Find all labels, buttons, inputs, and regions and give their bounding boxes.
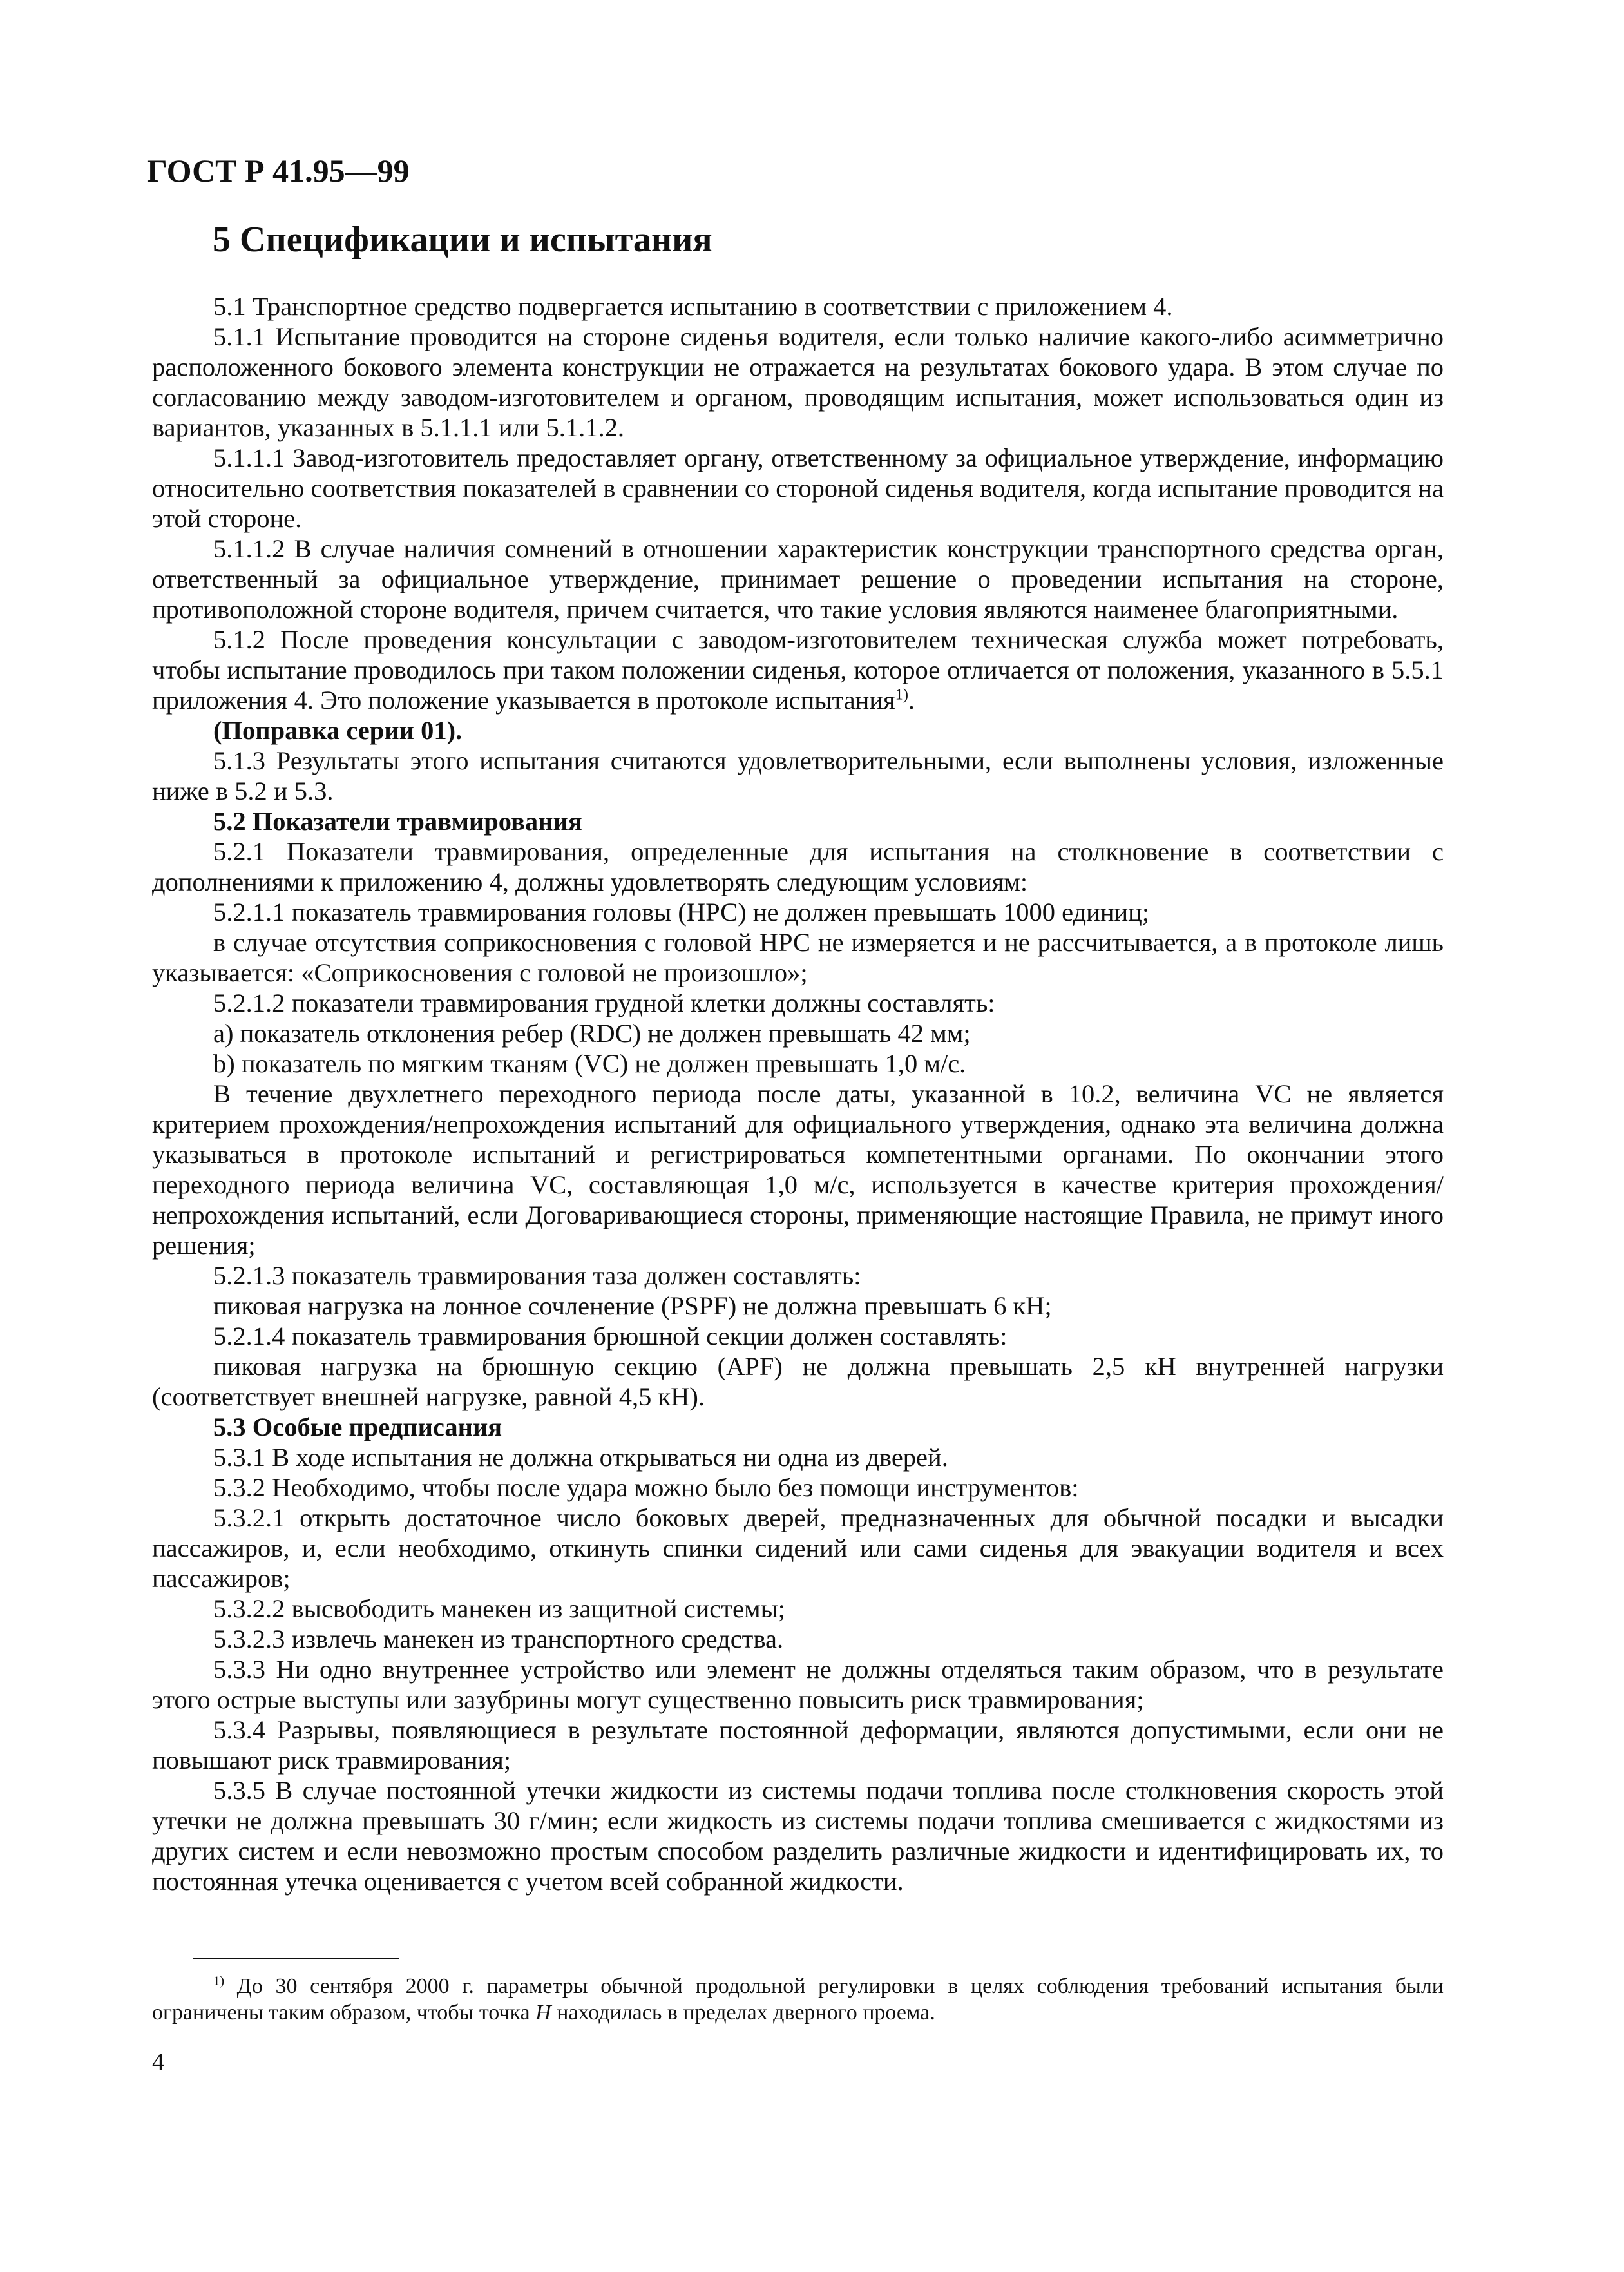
document-code: ГОСТ Р 41.95—99 [147,153,410,189]
amendment-note: (Поправка серии 01). [213,716,463,745]
paragraph-5-2-1-4: 5.2.1.4 показатель травмирования брюшной секции должен составлять: [213,1322,1008,1351]
paragraph-head-contact: в случае отсутствия соприкосновения с головой НРС не измеряется и не рассчитывается, а в протоколе лишь указывается: «Соприкосновения с головой не произошло»; [152,928,1444,987]
footnote [152,1973,1444,2026]
paragraph-transition-period: В течение двухлетнего переходного периода после даты, указанной в 10.2, величина VC не является критерием прохождения/непрохождения испытаний для официального утверждения, однако эта величина должна указываться в протоколе испытаний и регистрироваться компетентными органами. По окончании этого переходного периода величина VC, составляющая 1,0 м/с, используется в качестве критерия прохождения/непрохождения испытаний, если Договаривающиеся стороны, применяющие настоящие Правила, не примут иного решения; [152,1079,1444,1260]
paragraph-5-3-4: 5.3.4 Разрывы, появляющиеся в результате постоянной деформации, являются допустимыми, если они не повышают риск травмирования; [152,1715,1444,1775]
subsection-heading-5-2: 5.2 Показатели травмирования [213,807,582,836]
paragraph-pspf: пиковая нагрузка на лонное сочленение (PSPF) не должна превышать 6 кН; [213,1291,1052,1320]
paragraph-5-1-1-1: 5.1.1.1 Завод-изготовитель предоставляет органу, ответственному за официальное утверждение, информацию относительно соответствия показателей в сравнении со стороной сиденья водителя, когда испытание проводится на этой стороне. [152,443,1444,533]
footnote-text-before: До 30 сентября 2000 г. параметры обычной продольной регулировки в целях соблюдения требований испытания были ограничены таким образом, чтобы точка [152,1974,1444,2025]
footnote-divider [193,1958,399,1959]
page-number: 4 [152,2048,164,2075]
paragraph-5-3-2: 5.3.2 Необходимо, чтобы после удара можно было без помощи инструментов: [213,1473,1079,1502]
paragraph-apf: пиковая нагрузка на брюшную секцию (APF) не должна превышать 2,5 кН внутренней нагрузки (соответствует внешней нагрузке, равной 4,5 кН). [152,1352,1444,1411]
paragraph-5-1-2 [152,624,1444,715]
footnote-text-after: находилась в пределах дверного проема. [551,2001,935,2025]
paragraph-5-2-1: 5.2.1 Показатели травмирования, определенные для испытания на столкновение в соответствии с дополнениями к приложению 4, должны удовлетворять следующим условиям: [152,837,1444,896]
paragraph-5-3-2-1: 5.3.2.1 открыть достаточное число боковых дверей, предназначенных для обычной посадки и высадки пассажиров, и, если необходимо, откинуть спинки сидений или сами сиденья для эвакуации водителя и всех пассажиров; [152,1503,1444,1593]
list-item-a: a) показатель отклонения ребер (RDC) не должен превышать 42 мм; [213,1019,971,1048]
paragraph-5-1-1: 5.1.1 Испытание проводится на стороне сиденья водителя, если только наличие какого-либо асимметрично расположенного бокового элемента конструкции не отражается на результатах бокового удара. В этом случае по согласованию между заводом-изготовителем и органом, проводящим испытания, может использоваться один из вариантов, указанных в 5.1.1.1 или 5.1.1.2. [152,322,1444,442]
footnote-italic-h: Н [535,2001,551,2025]
paragraph-5-2-1-3: 5.2.1.3 показатель травмирования таза должен составлять: [213,1261,861,1290]
footnote-marker: 1) [895,686,908,704]
paragraph-5-1-2-trailing: . [908,686,915,715]
subsection-heading-5-3: 5.3 Особые предписания [213,1412,502,1441]
paragraph-5-2-1-2: 5.2.1.2 показатели травмирования грудной клетки должны составлять: [213,988,995,1017]
list-item-b: b) показатель по мягким тканям (VC) не должен превышать 1,0 м/с. [213,1049,966,1078]
paragraph-5-1-1-2: 5.1.1.2 В случае наличия сомнений в отношении характеристик конструкции транспортного средства орган, ответственный за официальное утверждение, принимает решение о проведении испытания на стороне, противоположной стороне водителя, причем считается, что такие условия являются наименее благоприятными. [152,534,1444,624]
paragraph-5-3-1: 5.3.1 В ходе испытания не должна открываться ни одна из дверей. [213,1443,948,1472]
paragraph-5-1: 5.1 Транспортное средство подвергается испытанию в соответствии с приложением 4. [213,292,1173,321]
paragraph-5-3-5: 5.3.5 В случае постоянной утечки жидкости из системы подачи топлива после столкновения скорость этой утечки не должна превышать 30 г/мин; если жидкость из системы подачи топлива смешивается с жидкостями из других систем и если невозможно простым способом разделить различные жидкости и идентифицировать их, то постоянная утечка оценивается с учетом всей собранной жидкости. [152,1776,1444,1896]
paragraph-5-3-3: 5.3.3 Ни одно внутреннее устройство или элемент не должны отделяться таким образом, что в результате этого острые выступы или зазубрины могут существенно повысить риск травмирования; [152,1655,1444,1714]
footnote-marker-ref: 1) [213,1974,224,1988]
paragraph-5-3-2-3: 5.3.2.3 извлечь манекен из транспортного средства. [213,1624,784,1653]
paragraph-5-2-1-1: 5.2.1.1 показатель травмирования головы (НРС) не должен превышать 1000 единиц; [213,898,1150,927]
section-title: 5 Спецификации и испытания [213,220,712,260]
paragraph-5-3-2-2: 5.3.2.2 высвободить манекен из защитной системы; [213,1594,786,1623]
paragraph-5-1-2-text: 5.1.2 После проведения консультации с заводом-изготовителем техническая служба может потребовать, чтобы испытание проводилось при таком положении сиденья, которое отличается от положения, указанного в 5.5.1 приложения 4. Это положение указывается в протоколе испытания [152,625,1444,715]
paragraph-5-1-3: 5.1.3 Результаты этого испытания считаются удовлетворительными, если выполнены условия, изложенные ниже в 5.2 и 5.3. [152,746,1444,805]
body-text [152,291,1444,1896]
